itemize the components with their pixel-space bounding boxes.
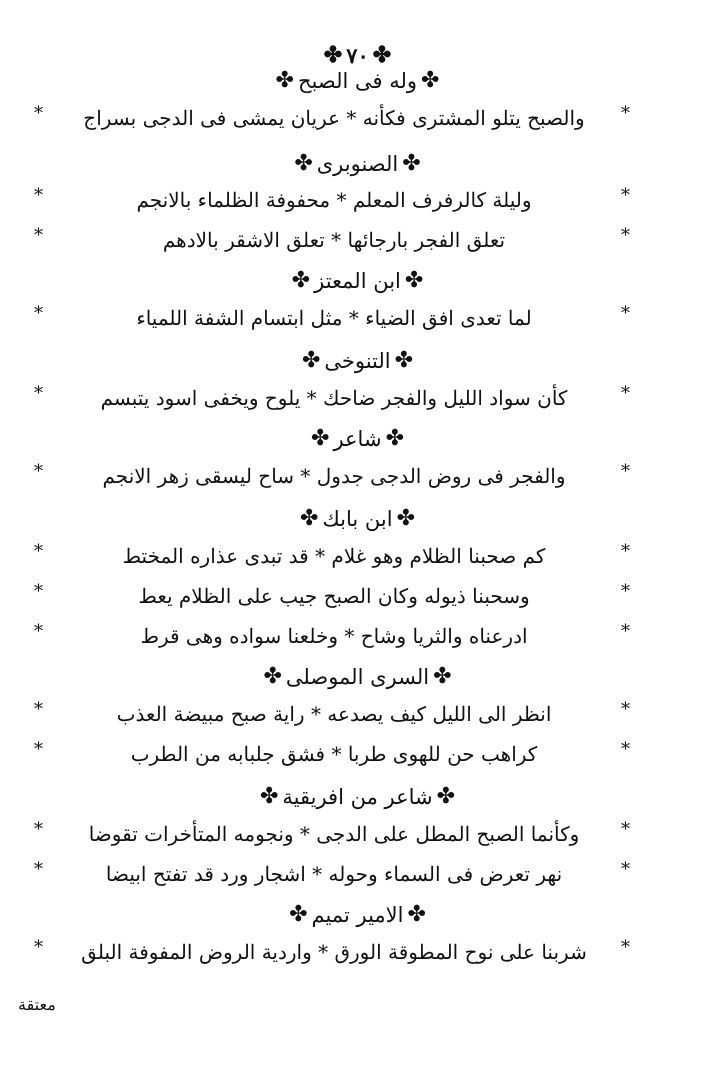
star-icon: * — [34, 859, 43, 880]
ornament-icon: ✤ — [301, 348, 321, 373]
verse-text: نهر تعرض فى السماء وحوله * اشجار ورد قد تفتح ابيضا — [105, 862, 563, 886]
star-icon: * — [621, 185, 630, 206]
star-icon: * — [621, 581, 630, 602]
verse-text: وكأنما الصبح المطل على الدجى * ونجومه المتأخرات تقوضا — [88, 822, 580, 846]
star-icon: * — [621, 303, 630, 324]
star-icon: * — [621, 859, 630, 880]
star-icon: * — [34, 303, 43, 324]
star-icon: * — [34, 819, 43, 840]
ornament-icon: ✤ — [263, 664, 282, 689]
verse-line — [0, 856, 715, 892]
ornament-icon: ✤ — [311, 426, 330, 451]
verse-text: تعلق الفجر بارجائها * تعلق الاشقر بالادهم — [162, 228, 506, 252]
section-heading — [0, 147, 715, 181]
star-icon: * — [34, 581, 43, 602]
ornament-icon: ✤ — [291, 268, 311, 293]
heading-text: السرى الموصلى — [285, 665, 430, 689]
star-icon: * — [621, 541, 630, 562]
star-icon: * — [34, 541, 43, 562]
catchword: معتقة — [18, 995, 56, 1014]
verse-line — [0, 538, 715, 574]
section-heading — [0, 264, 715, 298]
star-icon: * — [621, 103, 630, 124]
star-icon: * — [621, 937, 630, 958]
heading-text: الامير تميم — [311, 903, 404, 927]
verse-line — [0, 100, 715, 136]
heading-text: ابن بابك — [322, 507, 393, 531]
verse-line — [0, 934, 715, 970]
star-icon: * — [621, 739, 630, 760]
star-icon: * — [621, 699, 630, 720]
verse-line — [0, 222, 715, 258]
star-icon: * — [34, 185, 43, 206]
section-heading — [0, 502, 715, 536]
verse-text: كأن سواد الليل والفجر ضاحك * يلوح ويخفى اسود يتبسم — [100, 386, 568, 410]
star-icon: * — [34, 699, 43, 720]
verse-text: وسحبنا ذيوله وكان الصبح جيب على الظلام يعط — [138, 584, 530, 608]
section-heading — [0, 898, 715, 932]
ornament-icon: ✤ — [323, 42, 343, 68]
verse-line — [0, 458, 715, 494]
section-heading — [0, 344, 715, 378]
verse-line — [0, 380, 715, 416]
ornament-icon: ✤ — [436, 784, 456, 809]
star-icon: * — [34, 225, 43, 246]
ornament-icon: ✤ — [394, 348, 414, 373]
section-heading — [0, 780, 715, 814]
star-icon: * — [34, 739, 43, 760]
verse-line — [0, 696, 715, 732]
verse-text: انظر الى الليل كيف يصدعه * راية صبح مبيضة العذب — [116, 702, 552, 726]
star-icon: * — [621, 819, 630, 840]
verse-text: وليلة كالرفرف المعلم * محفوفة الظلماء بالانجم — [136, 188, 532, 212]
star-icon: * — [34, 461, 43, 482]
ornament-icon: ✤ — [402, 151, 421, 176]
verse-text: كراهب حن للهوى طربا * فشق جلبابه من الطرب — [130, 742, 538, 766]
heading-text: التنوخى — [324, 349, 391, 373]
verse-text: ادرعناه والثريا وشاح * وخلعنا سواده وهى قرط — [140, 624, 528, 648]
ornament-icon: ✤ — [372, 42, 392, 68]
verse-text: والصبح يتلو المشترى فكأنه * عريان يمشى فى الدجى بسراج — [83, 106, 585, 130]
heading-text: شاعر — [333, 427, 382, 451]
verse-text: والفجر فى روض الدجى جدول * ساح ليسقى زهر الانجم — [102, 464, 566, 488]
star-icon: * — [34, 383, 43, 404]
section-heading — [0, 422, 715, 456]
star-icon: * — [621, 621, 630, 642]
ornament-icon: ✤ — [404, 268, 424, 293]
section-heading — [0, 660, 715, 694]
star-icon: * — [34, 937, 43, 958]
ornament-icon: ✤ — [259, 784, 279, 809]
heading-text: الصنوبرى — [316, 152, 399, 176]
verse-line — [0, 736, 715, 772]
verse-text: كم صحبنا الظلام وهو غلام * قد تبدى عذاره المختط — [122, 544, 546, 568]
verse-text: لما تعدى افق الضياء * مثل ابتسام الشفة اللمياء — [136, 306, 532, 330]
verse-line — [0, 578, 715, 614]
ornament-icon: ✤ — [396, 506, 416, 531]
page-number: ٧٠ — [346, 42, 369, 68]
section-heading — [0, 64, 715, 98]
star-icon: * — [34, 103, 43, 124]
heading-text: شاعر من افريقية — [282, 785, 433, 809]
heading-text: وله فى الصبح — [297, 69, 418, 93]
verse-line — [0, 618, 715, 654]
ornament-icon: ✤ — [294, 151, 313, 176]
heading-text: ابن المعتز — [314, 269, 401, 293]
ornament-icon: ✤ — [300, 506, 319, 531]
ornament-icon: ✤ — [433, 664, 452, 689]
ornament-icon: ✤ — [289, 902, 308, 927]
ornament-icon: ✤ — [275, 68, 294, 93]
ornament-icon: ✤ — [407, 902, 426, 927]
star-icon: * — [621, 461, 630, 482]
verse-line — [0, 816, 715, 852]
ornament-icon: ✤ — [385, 426, 404, 451]
verse-text: شربنا على نوح المطوقة الورق * واردية الروض المفوفة البلق — [81, 940, 587, 964]
star-icon: * — [621, 225, 630, 246]
verse-line — [0, 300, 715, 336]
star-icon: * — [34, 621, 43, 642]
star-icon: * — [621, 383, 630, 404]
ornament-icon: ✤ — [421, 68, 440, 93]
verse-line — [0, 182, 715, 218]
